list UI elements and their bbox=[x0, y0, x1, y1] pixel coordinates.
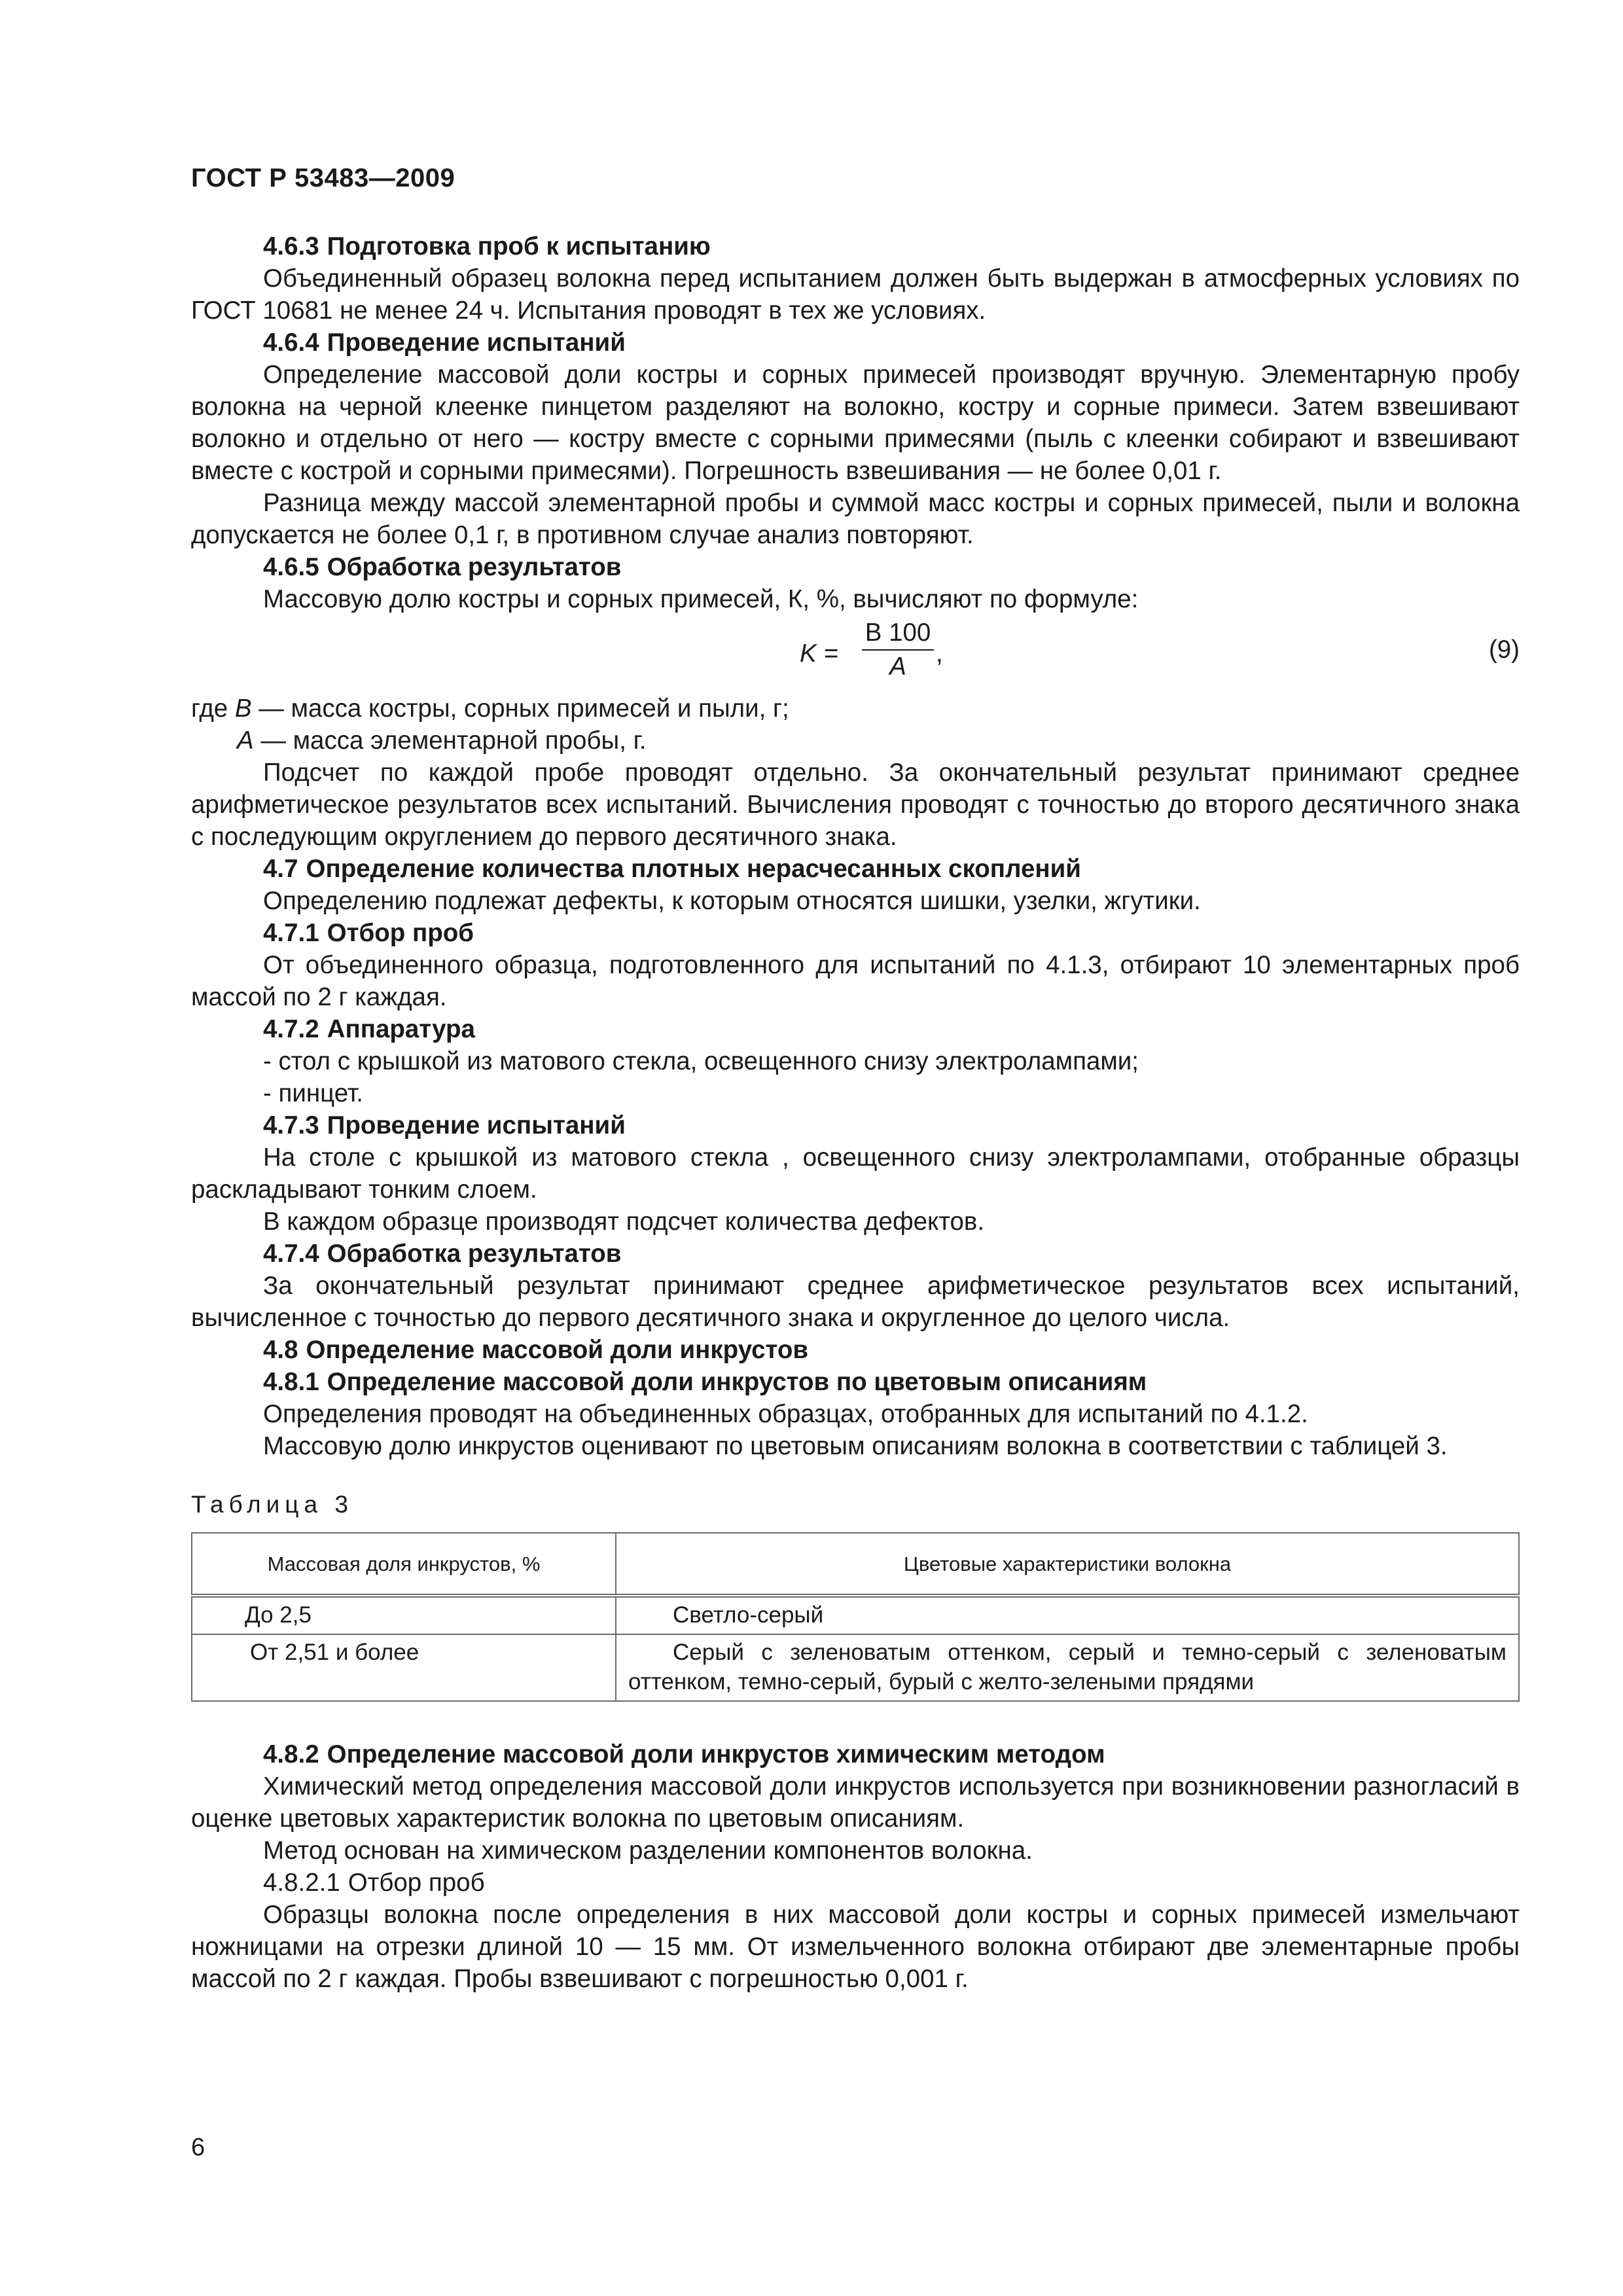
where-line-1 bbox=[191, 692, 1520, 725]
section-title: Обработка результатов bbox=[327, 553, 622, 581]
document-body bbox=[191, 230, 1520, 1995]
formula-numerator: B 100 bbox=[865, 619, 931, 647]
paragraph: Разница между массой элементарной пробы и суммой масс костры и сорных примесей, пыли и волокна допускается не более 0,1 г, в противном случае анализ повторяют. bbox=[191, 489, 1520, 549]
section-number: 4.8.2.1 bbox=[263, 1869, 340, 1897]
table-header-row bbox=[192, 1533, 1519, 1596]
section-number: 4.7.1 bbox=[263, 919, 319, 947]
table-row bbox=[192, 1596, 1519, 1634]
table-cell: От 2,51 и более bbox=[192, 1634, 616, 1701]
table-row bbox=[192, 1634, 1519, 1701]
section-title: Проведение испытаний bbox=[327, 1111, 626, 1139]
table-3 bbox=[191, 1532, 1520, 1702]
section-number: 4.7.4 bbox=[263, 1240, 319, 1268]
paragraph: Определение массовой доли костры и сорных примесей производят вручную. Элементарную пробу волокна на черной клеенке пинцетом разделяют на волокно, костру и сорные примеси. Затем взвешивают волокно и отдельно от него — костру вместе с сорными примесями (пыль с клеенки собирают и взвешивают вместе с кострой и сорными примесями). Погрешность взвешивания — не более 0,01 г. bbox=[191, 361, 1520, 485]
section-title: Подготовка проб к испытанию bbox=[327, 232, 711, 260]
document-header: ГОСТ Р 53483—2009 bbox=[191, 164, 455, 192]
where-variable: A bbox=[237, 726, 254, 755]
table-header-cell: Массовая доля инкрустов, % bbox=[192, 1533, 616, 1596]
section-title: Обработка результатов bbox=[327, 1240, 622, 1268]
paragraph: Химический метод определения массовой доли инкрустов используется при возникновении разногласий в оценке цветовых характеристик волокна по цветовым описаниям. bbox=[191, 1772, 1520, 1833]
section-number: 4.8.1 bbox=[263, 1368, 319, 1396]
paragraph: За окончательный результат принимают среднее арифметическое результатов всех испытаний, вычисленное с точностью до первого десятичного знака и округленное до целого числа. bbox=[191, 1272, 1520, 1332]
section-heading-4-8-1 bbox=[191, 1366, 1520, 1398]
section-heading-4-7 bbox=[191, 853, 1520, 885]
section-number: 4.8.2 bbox=[263, 1740, 319, 1768]
where-definition: — масса костры, сорных примесей и пыли, г; bbox=[259, 694, 789, 723]
section-number: 4.6.3 bbox=[263, 232, 319, 260]
section-title: Проведение испытаний bbox=[327, 329, 626, 357]
section-heading-4-8-2 bbox=[191, 1738, 1520, 1770]
table-header-cell: Цветовые характеристики волокна bbox=[616, 1533, 1519, 1596]
section-heading-4-6-3 bbox=[191, 230, 1520, 262]
section-title: Отбор проб bbox=[327, 919, 474, 947]
paragraph: Объединенный образец волокна перед испытанием должен быть выдержан в атмосферных условиях по ГОСТ 10681 не менее 24 ч. Испытания проводят в тех же условиях. bbox=[191, 264, 1520, 325]
paragraph: Образцы волокна после определения в них массовой доли костры и сорных примесей измельчают ножницами на отрезки длиной 10 — 15 мм. От измельченного волокна отбирают две элементарные пробы массой по 2 г каждая. Пробы взвешивают с погрешностью 0,001 г. bbox=[191, 1901, 1520, 1993]
section-heading-4-7-1 bbox=[191, 917, 1520, 949]
formula-number: (9) bbox=[1488, 636, 1520, 664]
paragraph: От объединенного образца, подготовленного для испытаний по 4.1.3, отбирают 10 элементарных проб массой по 2 г каждая. bbox=[191, 951, 1520, 1011]
section-number: 4.6.5 bbox=[263, 553, 319, 581]
section-title: Определение массовой доли инкрустов bbox=[306, 1336, 809, 1364]
section-heading-4-8 bbox=[191, 1334, 1520, 1366]
formula-lhs: K = bbox=[800, 639, 838, 668]
formula-9 bbox=[191, 615, 1520, 692]
section-heading-4-6-5 bbox=[191, 551, 1520, 583]
page-number: 6 bbox=[191, 2134, 205, 2161]
paragraph: Массовую долю инкрустов оценивают по цветовым описаниям волокна в соответствии с таблицей 3. bbox=[263, 1432, 1448, 1460]
section-title: Определение массовой доли инкрустов по цветовым описаниям bbox=[327, 1368, 1147, 1396]
section-heading-4-7-2 bbox=[191, 1013, 1520, 1045]
section-number: 4.7.2 bbox=[263, 1015, 319, 1043]
paragraph: На столе с крышкой из матового стекла , освещенного снизу электролампами, отобранные образцы раскладывают тонким слоем. bbox=[191, 1143, 1520, 1204]
section-title: Отбор проб bbox=[348, 1869, 485, 1897]
section-number: 4.7 bbox=[263, 855, 298, 883]
section-number: 4.8 bbox=[263, 1336, 298, 1364]
table-caption: Таблица 3 bbox=[191, 1491, 353, 1518]
section-title: Определение массовой доли инкрустов химическим методом bbox=[327, 1740, 1105, 1768]
section-number: 4.7.3 bbox=[263, 1111, 319, 1139]
table-cell: До 2,5 bbox=[192, 1596, 616, 1634]
section-heading-4-7-4 bbox=[191, 1238, 1520, 1270]
formula-fraction bbox=[862, 618, 934, 682]
paragraph: Массовую долю костры и сорных примесей, К, %, вычисляют по формуле: bbox=[263, 585, 1139, 613]
paragraph: Подсчет по каждой пробе проводят отдельно. За окончательный результат принимают среднее арифметическое результатов всех испытаний. Вычисления проводят с точностью до второго десятичного знака с последующим округлением до первого десятичного знака. bbox=[191, 759, 1520, 851]
fraction-bar bbox=[862, 649, 934, 651]
section-heading-4-7-3 bbox=[191, 1109, 1520, 1141]
section-title: Аппаратура bbox=[327, 1015, 475, 1043]
where-line-2 bbox=[191, 725, 1520, 757]
list-item: - стол с крышкой из матового стекла, освещенного снизу электролампами; bbox=[263, 1047, 1139, 1075]
section-number: 4.6.4 bbox=[263, 329, 319, 357]
formula-comma: , bbox=[936, 639, 943, 668]
section-heading-4-8-2-1 bbox=[191, 1867, 1520, 1899]
table-cell: Светло-серый bbox=[616, 1596, 1519, 1634]
where-variable: B bbox=[234, 694, 252, 723]
table-cell: Серый с зеленоватым оттенком, серый и темно-серый с зеленоватым оттенком, темно-серый, бурый с желто-зелеными прядями bbox=[616, 1634, 1519, 1701]
formula-denominator: A bbox=[889, 653, 906, 681]
list-item: - пинцет. bbox=[263, 1079, 363, 1107]
paragraph: В каждом образце производят подсчет количества дефектов. bbox=[263, 1208, 985, 1236]
where-prefix: где bbox=[191, 694, 228, 723]
section-heading-4-6-4 bbox=[191, 327, 1520, 359]
paragraph: Метод основан на химическом разделении компонентов волокна. bbox=[263, 1837, 1033, 1865]
section-title: Определение количества плотных нерасчесанных скоплений bbox=[306, 855, 1081, 883]
paragraph: Определению подлежат дефекты, к которым относятся шишки, узелки, жгутики. bbox=[263, 887, 1201, 915]
where-definition: — масса элементарной пробы, г. bbox=[260, 726, 647, 755]
paragraph: Определения проводят на объединенных образцах, отобранных для испытаний по 4.1.2. bbox=[263, 1400, 1308, 1428]
